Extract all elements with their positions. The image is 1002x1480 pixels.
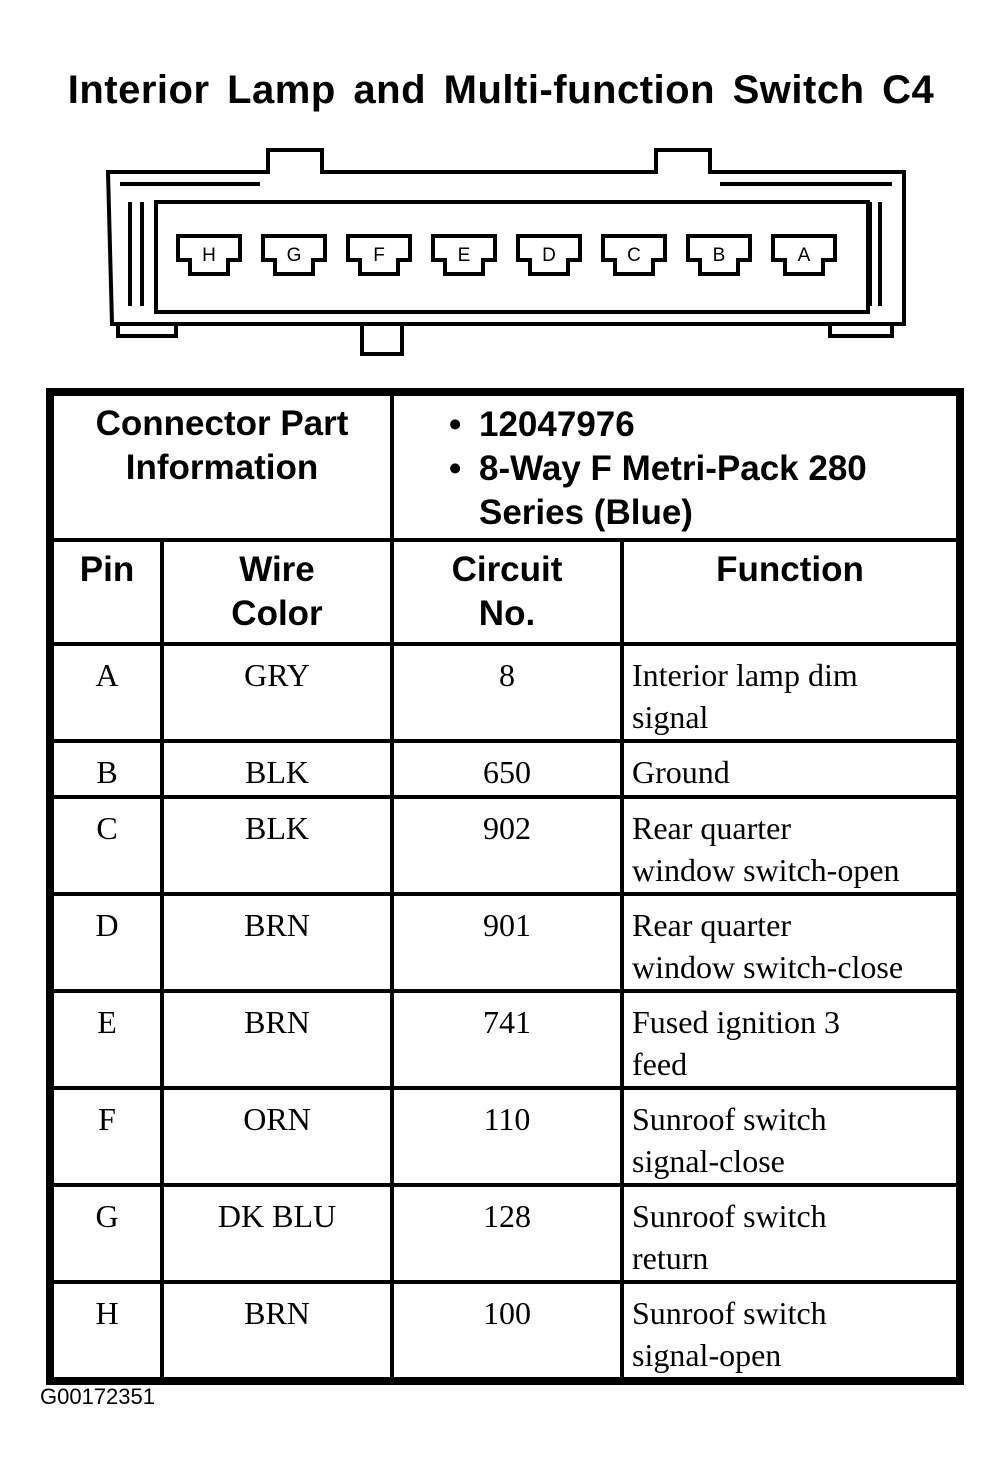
wire-color-cell: BRN (162, 991, 392, 1088)
connector-cavities (178, 236, 835, 274)
cavity-e (433, 236, 495, 274)
wire-color-cell: BRN (162, 1282, 392, 1379)
figure-id: G00172351 (40, 1384, 155, 1409)
table-body (52, 644, 958, 1379)
pin-cell: A (52, 644, 162, 741)
circuit-cell: 110 (392, 1088, 622, 1185)
part-description-line2: Series (Blue) (479, 493, 693, 532)
header-wire-color-line1: Wire (239, 550, 315, 589)
header-function: Function (622, 540, 958, 644)
function-cell (622, 1088, 958, 1185)
circuit-cell: 741 (392, 991, 622, 1088)
table-row (52, 991, 958, 1088)
cavity-label: C (627, 245, 641, 266)
header-wire-color-line2: Color (231, 594, 323, 633)
table-row (52, 1282, 958, 1379)
function-line2: window switch-open (632, 852, 900, 888)
table-row (52, 1185, 958, 1282)
header-circuit-line2: No. (478, 594, 536, 633)
wire-color-cell: BLK (162, 741, 392, 797)
cavity-label: H (202, 245, 216, 266)
function-line1: Fused ignition 3 (632, 1004, 841, 1040)
function-line1: Sunroof switch (632, 1198, 827, 1234)
header-circuit-line1: Circuit (451, 550, 563, 589)
cavity-label: E (457, 245, 471, 266)
function-cell (622, 1185, 958, 1282)
connector-table (46, 388, 964, 1385)
function-line2: window switch-close (632, 949, 904, 985)
part-description (395, 447, 955, 535)
function-line1: Sunroof switch (632, 1295, 827, 1331)
pin-cell: C (52, 797, 162, 894)
cavity-label: B (712, 245, 726, 266)
cavity-h (178, 236, 240, 274)
function-line1: Rear quarter (632, 907, 792, 943)
function-cell (622, 644, 958, 741)
part-info-row (52, 394, 958, 540)
table-row (52, 797, 958, 894)
cavity-f (348, 236, 410, 274)
circuit-cell: 100 (392, 1282, 622, 1379)
function-line2: return (632, 1240, 709, 1276)
page-title: Interior Lamp and Multi-function Switch C4 (67, 68, 935, 112)
cavity-label: D (542, 245, 556, 266)
function-line1: Interior lamp dim (632, 657, 858, 693)
table-row (52, 1088, 958, 1185)
pin-cell: G (52, 1185, 162, 1282)
cavity-a (773, 236, 835, 274)
circuit-cell: 650 (392, 741, 622, 797)
function-line2: signal-close (632, 1143, 785, 1179)
wire-color-cell: BLK (162, 797, 392, 894)
cavity-d (518, 236, 580, 274)
part-number: • 12047976 (395, 403, 955, 447)
function-line2: feed (632, 1046, 688, 1082)
cavity-label: G (286, 245, 302, 266)
function-line1: Sunroof switch (632, 1101, 827, 1137)
part-info-value (392, 394, 958, 540)
pin-cell: B (52, 741, 162, 797)
function-cell (622, 991, 958, 1088)
function-cell (622, 894, 958, 991)
part-info-label (52, 394, 392, 540)
pin-cell: D (52, 894, 162, 991)
pin-cell: E (52, 991, 162, 1088)
part-description-line1: 8-Way F Metri-Pack 280 (479, 449, 867, 488)
function-line1: Rear quarter (632, 810, 792, 846)
circuit-cell: 128 (392, 1185, 622, 1282)
function-line2: signal-open (632, 1337, 782, 1373)
function-cell (622, 1282, 958, 1379)
function-line1: Ground (632, 754, 730, 790)
pin-cell: F (52, 1088, 162, 1185)
wire-color-cell: BRN (162, 894, 392, 991)
connector-face-diagram (100, 140, 910, 360)
circuit-cell: 902 (392, 797, 622, 894)
circuit-cell: 901 (392, 894, 622, 991)
cavity-label: F (373, 245, 385, 266)
function-cell (622, 741, 958, 797)
function-line2: signal (632, 699, 709, 735)
circuit-cell: 8 (392, 644, 622, 741)
pin-cell: H (52, 1282, 162, 1379)
table-row (52, 741, 958, 797)
table-row (52, 644, 958, 741)
cavity-label: A (797, 245, 811, 266)
part-info-label-line1: Connector Part (95, 404, 349, 443)
cavity-g (263, 236, 325, 274)
part-info-label-line2: Information (125, 448, 319, 487)
table-header-row (52, 540, 958, 644)
cavity-c (603, 236, 665, 274)
header-wire-color (162, 540, 392, 644)
wire-color-cell: GRY (162, 644, 392, 741)
cavity-b (688, 236, 750, 274)
header-pin: Pin (52, 540, 162, 644)
wire-color-cell: ORN (162, 1088, 392, 1185)
table-row (52, 894, 958, 991)
wire-color-cell: DK BLU (162, 1185, 392, 1282)
header-circuit (392, 540, 622, 644)
function-cell (622, 797, 958, 894)
